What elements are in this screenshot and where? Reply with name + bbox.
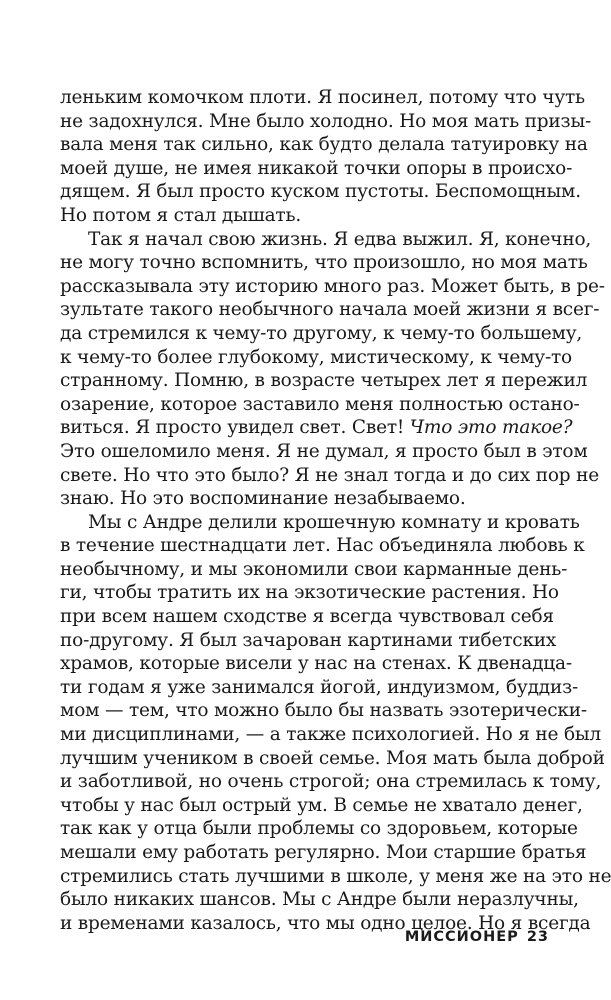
text-line: и временами казалось, что мы одно целое. Но я всегда: [60, 912, 591, 934]
text-line: ми дисциплинами, — а также психологией. Но я не был: [60, 724, 601, 746]
text-line: в течение шестнадцати лет. Нас объединяла любовь к: [60, 535, 585, 557]
text-line: было никаких шансов. Мы с Андре были неразлучны,: [60, 889, 579, 911]
text-line: лучшим учеником в своей семье. Моя мать была доброй: [60, 747, 605, 769]
text-line: ти годам я уже занимался йогой, индуизмом, буддиз-: [60, 676, 579, 698]
running-title: МИССИОНЕР: [404, 929, 519, 945]
text-line: рассказывала эту историю много раз. Может быть, в ре-: [60, 275, 605, 297]
text-line-with-italic: [60, 416, 573, 440]
text-line: свете. Но что это было? Я не знал тогда и до сих пор не: [60, 464, 599, 486]
page-footer: [405, 929, 549, 945]
text-line: знаю. Но это воспоминание незабываемо.: [60, 488, 466, 510]
text-line: мом — тем, что можно было бы назвать эзотерически-: [60, 700, 587, 722]
text-line: да стремился к чему-то другому, к чему-то большему,: [60, 322, 583, 344]
paragraph-first-line: Так я начал свою жизнь. Я едва выжил. Я, конечно,: [88, 228, 592, 250]
text-line: чтобы у нас был острый ум. В семье не хватало денег,: [60, 794, 583, 816]
text-line: и заботливой, но очень строгой; она стремилась к тому,: [60, 771, 602, 793]
text-line: по-другому. Я был зачарован картинами тибетских: [60, 629, 557, 651]
paragraph-first-line: Мы с Андре делили крошечную комнату и кровать: [88, 511, 580, 533]
text-line: мешали ему работать регулярно. Мои старшие братья: [60, 842, 587, 863]
text-line: моей душе, не имея никакой точки опоры в происхо-: [60, 157, 573, 179]
text-line: не задохнулся. Мне было холодно. Но моя мать призы-: [60, 110, 592, 132]
text-line: храмов, которые висели у нас на стенах. К двенадца-: [60, 653, 572, 675]
text-line: странному. Помню, в возрасте четырех лет я пережил: [60, 370, 588, 392]
text-segment: виться. Я просто увидел свет. Свет!: [60, 417, 410, 439]
italic-phrase: Что это такое?: [409, 417, 573, 439]
text-line: Но потом я стал дышать.: [60, 204, 302, 226]
text-line: не могу точно вспомнить, что произошло, но моя мать: [60, 252, 588, 274]
text-line: при всем нашем сходстве я всегда чувствовал себя: [60, 606, 554, 628]
text-line: стремились стать лучшими в школе, у меня же на это не: [60, 865, 611, 887]
text-line: леньким комочком плоти. Я посинел, потому что чуть: [60, 87, 585, 108]
text-line: к чему-то более глубокому, мистическому, к чему-то: [60, 346, 572, 368]
text-line: вала меня так сильно, как будто делала татуировку на: [60, 134, 588, 156]
text-line: дящем. Я был просто куском пустоты. Беспомощным.: [60, 181, 581, 203]
page-number: 23: [526, 929, 549, 945]
text-line: Это ошеломило меня. Я не думал, я просто был в этом: [60, 440, 588, 462]
text-line: так как у отца были проблемы со здоровьем, которые: [60, 818, 578, 840]
body-text: [60, 86, 611, 935]
text-line: необычному, и мы экономили свои карманные день-: [60, 558, 568, 580]
text-line: зультате такого необычного начала моей жизни я всег-: [60, 299, 600, 321]
text-line: озарение, которое заставило меня полностью остано-: [60, 393, 580, 415]
text-line: ги, чтобы тратить их на экзотические растения. Но: [60, 582, 559, 604]
